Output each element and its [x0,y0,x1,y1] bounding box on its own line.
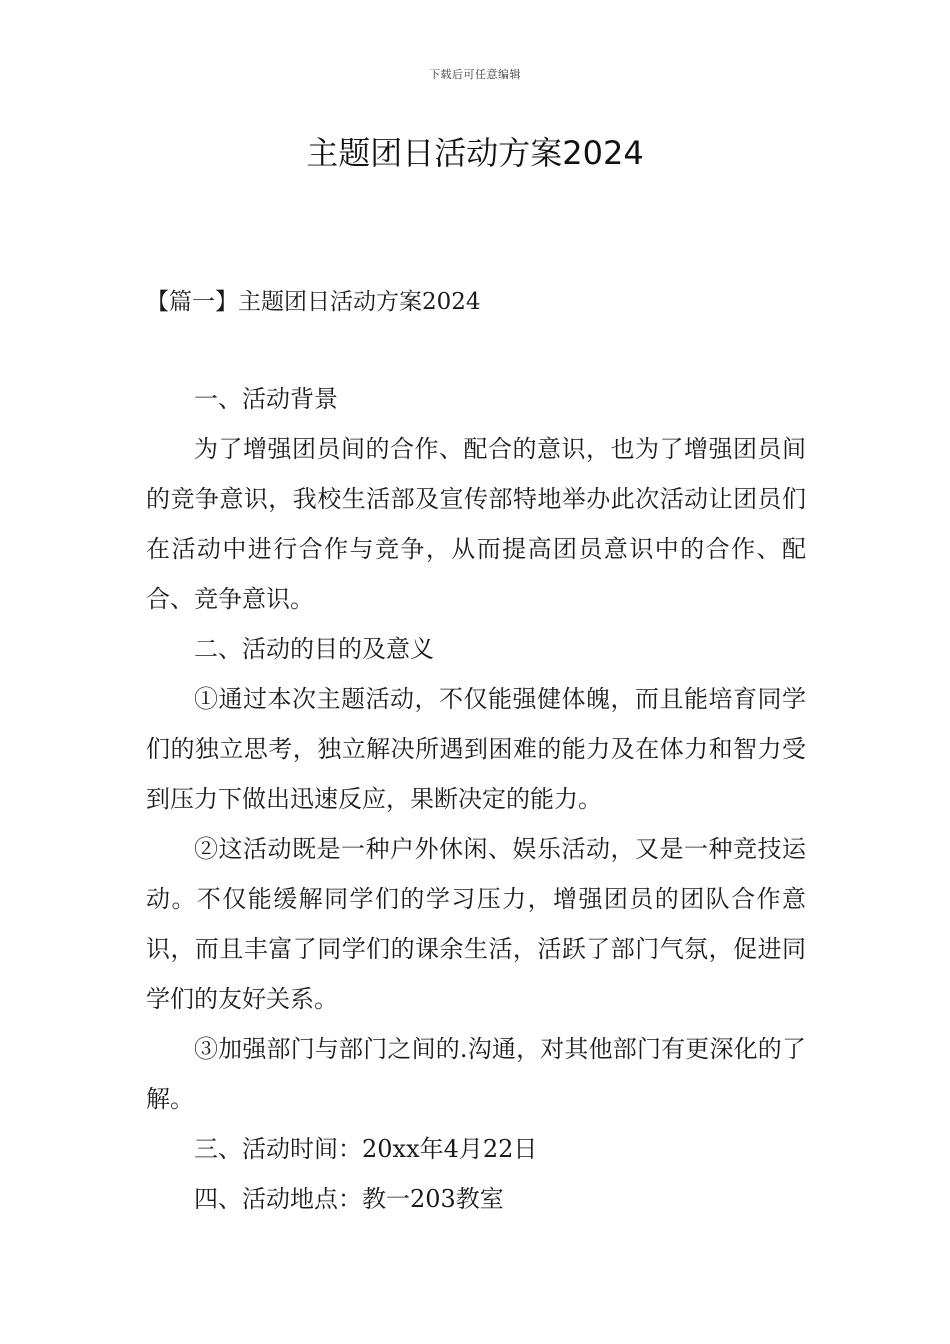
heading-purpose: 二、活动的目的及意义 [194,635,434,663]
paragraph-purpose-3: ③加强部门与部门之间的.沟通，对其他部门有更深化的了解。 [146,1035,806,1113]
activity-location: 四、活动地点：教一203教室 [194,1185,504,1213]
section-heading: 【篇一】主题团日活动方案2024 [146,289,481,315]
paragraph-purpose-1: ①通过本次主题活动，不仅能强健体魄，而且能培育同学们的独立思考，独立解决所遇到困难的能力及在体力和智力受到压力下做出迅速反应，果断决定的能力。 [146,685,806,813]
header-note: 下载后可任意编辑 [429,68,521,81]
paragraph-purpose-2: ②这活动既是一种户外休闲、娱乐活动，又是一种竞技运动。不仅能缓解同学们的学习压力，增强团员的团队合作意识，而且丰富了同学们的课余生活，活跃了部门气氛，促进同学们的友好关系。 [146,835,806,1013]
paragraph-background: 为了增强团员间的合作、配合的意识，也为了增强团员间的竞争意识，我校生活部及宣传部特地举办此次活动让团员们在活动中进行合作与竞争，从而提高团员意识中的合作、配合、竞争意识。 [146,435,806,613]
heading-background: 一、活动背景 [194,385,338,413]
activity-time: 三、活动时间：20xx年4月22日 [194,1135,538,1163]
document-title: 主题团日活动方案2024 [306,134,644,172]
document-body [146,374,806,1224]
